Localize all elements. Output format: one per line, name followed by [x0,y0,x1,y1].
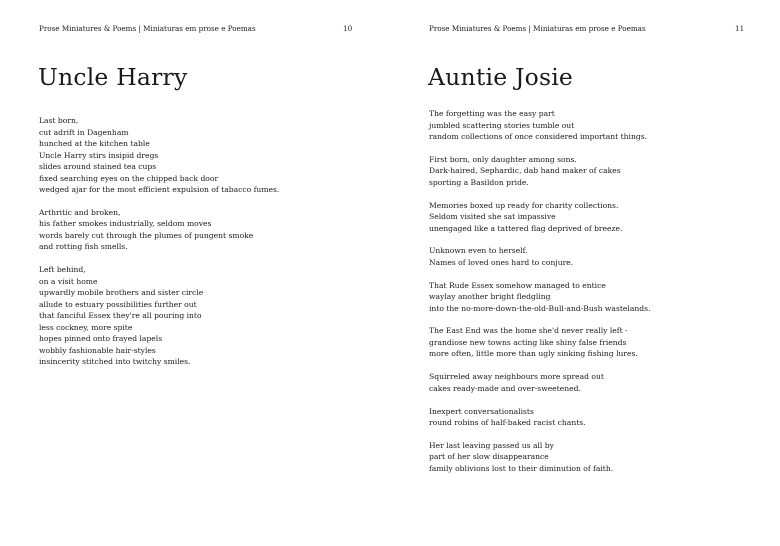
poem-line: The forgetting was the easy part [429,109,555,118]
poem-line: First born, only daughter among sons. [429,154,577,164]
poem-line: upwardly mobile brothers and sister circle [39,288,204,298]
poem-line: Names of loved ones hard to conjure. [429,257,574,267]
poem-line: unengaged like a tattered flag deprived of breeze. [429,223,623,233]
poem-line: Squirreled away neighbours more spread out [429,372,604,382]
poem-line: on a visit home [39,276,98,286]
poem-line: and rotting fish smells. [39,242,128,252]
poem-body [429,108,650,486]
poem-line: grandiose new towns acting like shiny false friends [429,337,627,347]
running-head: Prose Miniatures & Poems | Miniaturas em prose e Poemas [429,24,646,33]
poem-line: insincerity stitched into twitchy smiles. [39,357,191,367]
stanza [429,440,650,475]
poem-line: that fanciful Essex they're all pouring into [39,311,202,321]
page-number: 10 [343,24,353,33]
poem-line: jumbled scattering stories tumble out [429,120,575,130]
poem-line: round robins of half-baked racist chants. [429,418,586,428]
poem-line: Memories boxed up ready for charity collections. [429,200,619,210]
poem-line: Uncle Harry stirs insipid dregs [39,150,159,160]
poem-line: sporting a Basildon pride. [429,177,529,187]
poem-line: Left behind, [39,265,86,275]
poem-line: waylay another bright fledgling [429,292,551,302]
stanza [429,371,650,394]
poem-line: hopes pinned onto frayed lapels [39,334,163,344]
right-page [390,0,780,546]
stanza [429,325,650,360]
poem-line: Seldom visited she sat impassive [429,212,556,222]
poem-line: fixed searching eyes on the chipped back door [39,173,219,183]
poem-line: into the no-more-down-the-old-Bull-and-Bush wastelands. [429,303,651,313]
stanza [429,280,650,315]
page-number: 11 [735,24,745,33]
poem-line: Last born, [39,116,79,125]
poem-line: The East End was the home she'd never really left - [429,326,628,336]
poem-line: wedged ajar for the most efficient expulsion of tabacco fumes. [39,185,280,194]
poem-line: Dark-haired, Sephardic, dab hand maker of cakes [429,166,621,176]
poem-line: slides around stained tea cups [39,162,157,171]
running-head: Prose Miniatures & Poems | Miniaturas em prose e Poemas [39,24,256,33]
poem-line: random collections of once considered important things. [429,132,648,141]
poem-line: hunched at the kitchen table [39,139,150,148]
stanza [429,108,650,143]
poem-line: family oblivions lost to their diminution of faith. [429,463,614,473]
poem-line: part of her slow disappearance [429,452,549,462]
poem-title: Auntie Josie [428,63,574,91]
poem-line: his father smokes industrially, seldom moves [39,219,212,229]
stanza [429,200,650,235]
poem-line: more often, little more than ugly sinking fishing lures. [429,349,638,359]
poem-title: Uncle Harry [38,63,188,91]
poem-line: That Rude Essex somehow managed to entice [429,280,606,290]
poem-line: less cockney, more spite [39,322,133,332]
stanza [429,154,650,189]
poem-line: allude to estuary possibilities further out [39,299,197,309]
stanza [39,115,279,196]
stanza [39,207,279,253]
poem-body [39,115,279,379]
poem-line: words barely cut through the plumes of pungent smoke [39,230,254,240]
stanza [429,245,650,268]
poem-line: Her last leaving passed us all by [429,440,554,450]
poem-line: wobbly fashionable hair-styles [39,345,156,355]
stanza [39,264,279,368]
poem-line: cakes ready-made and over-sweetened. [429,383,581,393]
stanza [429,406,650,429]
poem-line: Arthritic and broken, [39,207,121,217]
poem-line: cut adrift in Dagenham [39,127,129,137]
poem-line: Unknown even to herself. [429,246,528,256]
poem-line: Inexpert conversationalists [429,406,534,416]
